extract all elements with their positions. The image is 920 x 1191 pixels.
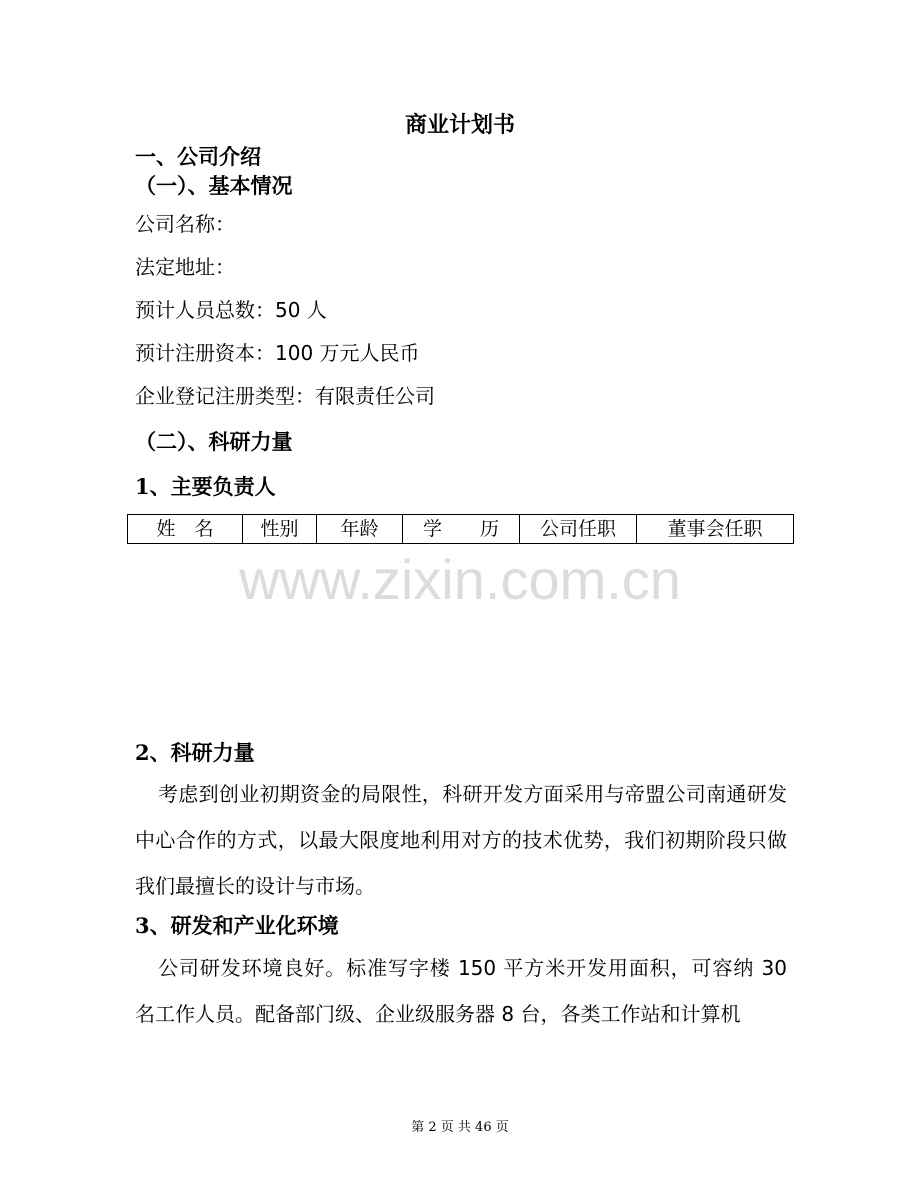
registration-type-line: 企业登记注册类型：有限责任公司 bbox=[135, 384, 435, 408]
registered-capital-line: 预计注册资本：100 万元人民币 bbox=[135, 341, 420, 365]
company-name-line: 公司名称： bbox=[135, 212, 235, 236]
item-heading-key-leaders: 1、主要负责人 bbox=[135, 474, 276, 499]
item-heading-rd-environment: 3、研发和产业化环境 bbox=[135, 913, 339, 938]
table-header-name: 姓 名 bbox=[128, 515, 243, 544]
table-header-company-position: 公司任职 bbox=[520, 515, 637, 544]
key-leaders-table bbox=[127, 514, 794, 544]
research-strength-paragraph: 考虑到创业初期资金的局限性，科研开发方面采用与帝盟公司南通研发中心合作的方式，以最大限度地利用对方的技术优势，我们初期阶段只做我们最擅长的设计与市场。 bbox=[135, 782, 787, 898]
table-header-gender: 性别 bbox=[243, 515, 317, 544]
table-header-education: 学 历 bbox=[403, 515, 520, 544]
subsection-heading-basic-info: （一）、基本情况 bbox=[135, 173, 293, 198]
watermark: www.zixin.com.cn bbox=[239, 548, 681, 611]
legal-address-line: 法定地址： bbox=[135, 255, 235, 279]
document-title: 商业计划书 bbox=[404, 112, 515, 138]
table-header-age: 年龄 bbox=[317, 515, 403, 544]
subsection-heading-research: （二）、科研力量 bbox=[135, 429, 293, 454]
table-header-row bbox=[128, 515, 794, 544]
section-heading-company-intro: 一、公司介绍 bbox=[135, 144, 261, 169]
item-heading-research-strength: 2、科研力量 bbox=[135, 740, 255, 765]
page-footer: 第 2 页 共 46 页 bbox=[411, 1120, 509, 1135]
staff-total-line: 预计人员总数：50 人 bbox=[135, 298, 327, 322]
table-header-board-position: 董事会任职 bbox=[637, 515, 794, 544]
rd-environment-paragraph: 公司研发环境良好。标准写字楼 150 平方米开发用面积，可容纳 30 名工作人员。配备部门级、企业级服务器 8 台，各类工作站和计算机 bbox=[135, 956, 787, 1026]
